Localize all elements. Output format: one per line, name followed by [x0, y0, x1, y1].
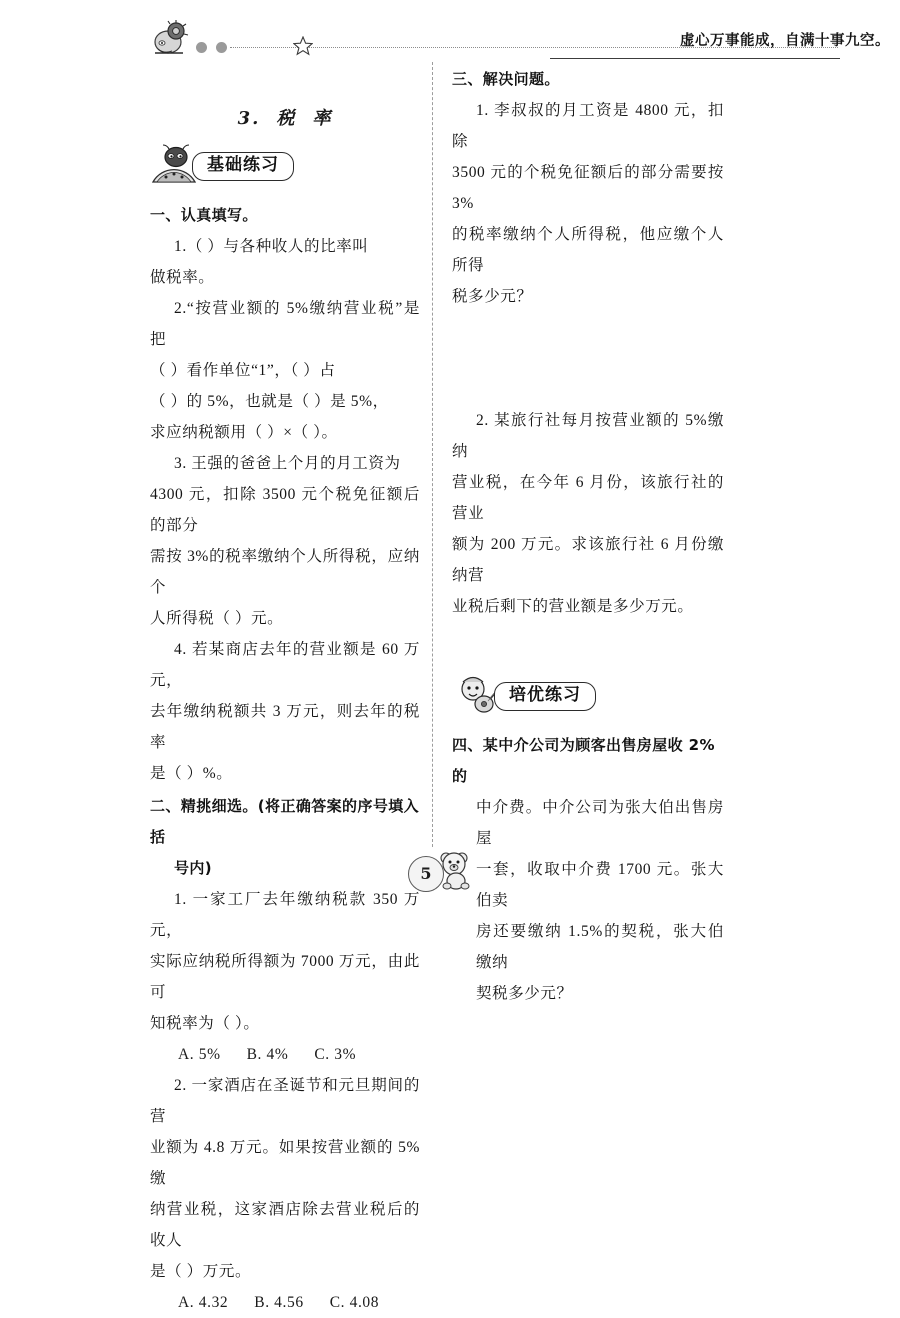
column-divider [432, 62, 433, 847]
dot-icon [216, 42, 227, 53]
question-item: 1.（ ）与各种收人的比率叫 [174, 238, 369, 255]
section-four-heading: 四、某中介公司为顾客出售房屋收 2%的 [452, 736, 715, 785]
question-item: 1. 李叔叔的月工资是 4800 元，扣除 [452, 102, 724, 150]
question-item: 1. 一家工厂去年缴纳税款 350 万元， [150, 891, 420, 939]
badge-basic-practice [150, 144, 420, 188]
option-c[interactable]: C. 4.08 [329, 1294, 380, 1311]
question-item: 2.“按营业额的 5%缴纳营业税”是把 [150, 300, 420, 348]
cartoon-bear-mascot-icon [434, 848, 478, 892]
question-item: 去年缴纳税额共 3 万元，则去年的税率 [150, 703, 420, 751]
page-header [150, 16, 890, 64]
question-item: 营业税，在今年 6 月份，该旅行社的营业 [452, 474, 724, 522]
question-item: 契税多少元？ [476, 985, 573, 1002]
question-item: 一套，收取中介费 1700 元。张大伯卖 [476, 861, 724, 909]
section-one-heading: 一、认真填写。 [150, 206, 258, 224]
question-item: 税多少元？ [452, 288, 533, 305]
question-item: 实际应纳税所得额为 7000 万元，由此可 [150, 953, 420, 1001]
answer-workspace[interactable] [452, 312, 724, 405]
question-item: 是（ ）万元。 [150, 1263, 252, 1280]
right-column [452, 62, 724, 1049]
cartoon-bug-mascot-icon [150, 18, 192, 60]
answer-options [150, 1287, 420, 1318]
left-column [150, 62, 420, 1318]
question-item: （ ）的 5%，也就是（ ）是 5%， [150, 393, 389, 410]
section-two-heading-line2: 号内) [174, 859, 213, 877]
question-item: 2. 一家酒店在圣诞节和元旦期间的营 [150, 1077, 420, 1125]
question-item: 2. 某旅行社每月按营业额的 5%缴纳 [452, 412, 724, 460]
page-title [150, 104, 420, 130]
question-item: 人所得税（ ）元。 [150, 610, 284, 627]
question-item: 求应纳税额用（ ）×（ ）。 [150, 424, 338, 441]
question-item: 知税率为（ ）。 [150, 1015, 260, 1032]
question-item: 房还要缴纳 1.5%的契税，张大伯缴纳 [476, 923, 724, 971]
question-item: 业税后剩下的营业额是多少万元。 [452, 598, 694, 615]
star-icon [293, 36, 313, 56]
option-a[interactable]: A. 4.32 [178, 1294, 229, 1311]
answer-workspace[interactable] [452, 1009, 724, 1049]
page-number: 5 [408, 856, 444, 892]
option-b[interactable]: B. 4% [246, 1046, 289, 1063]
question-item: 纳营业税，这家酒店除去营业税后的收人 [150, 1201, 420, 1249]
dot-icon [196, 42, 207, 53]
question-item: 3. 王强的爸爸上个月的月工资为 [174, 455, 401, 472]
option-c[interactable]: C. 3% [314, 1046, 357, 1063]
option-a[interactable]: A. 5% [178, 1046, 221, 1063]
badge-advanced-practice-label: 培优练习 [494, 682, 596, 711]
question-item: 额为 200 万元。求该旅行社 6 月份缴纳营 [452, 536, 724, 584]
answer-workspace[interactable] [452, 622, 724, 664]
question-item: 中介费。中介公司为张大伯出售房屋 [476, 799, 724, 847]
question-item: 的税率缴纳个人所得税，他应缴个人所得 [452, 226, 724, 274]
section-three-heading: 三、解决问题。 [452, 70, 560, 88]
question-item: 是（ ）%。 [150, 765, 233, 782]
question-item: 4. 若某商店去年的营业额是 60 万元， [150, 641, 420, 689]
section-two-heading [150, 791, 420, 884]
question-item: 业额为 4.8 万元。如果按营业额的 5%缴 [150, 1139, 420, 1187]
chapter-name-2: 率 [312, 108, 333, 129]
section-two-heading-line1: 二、精挑细选。(将正确答案的序号填入括 [150, 797, 420, 846]
question-item: （ ）看作单位“1”，（ ）占 [150, 362, 336, 379]
question-item: 需按 3%的税率缴纳个人所得税，应纳个 [150, 548, 420, 596]
chapter-name-1: 税 [276, 108, 297, 129]
option-b[interactable]: B. 4.56 [254, 1294, 304, 1311]
question-item: 做税率。 [150, 269, 215, 286]
motto-underline [550, 58, 840, 59]
badge-basic-practice-label: 基础练习 [192, 152, 294, 181]
question-item: 4300 元，扣除 3500 元个税免征额后的部分 [150, 486, 420, 534]
question-item: 3500 元的个税免征额后的部分需要按 3% [452, 164, 724, 212]
chapter-number: 3. [237, 108, 261, 129]
page-motto: 虚心万事能成，自满十事九空。 [680, 33, 890, 49]
answer-options [150, 1039, 420, 1070]
badge-advanced-practice [452, 674, 724, 718]
